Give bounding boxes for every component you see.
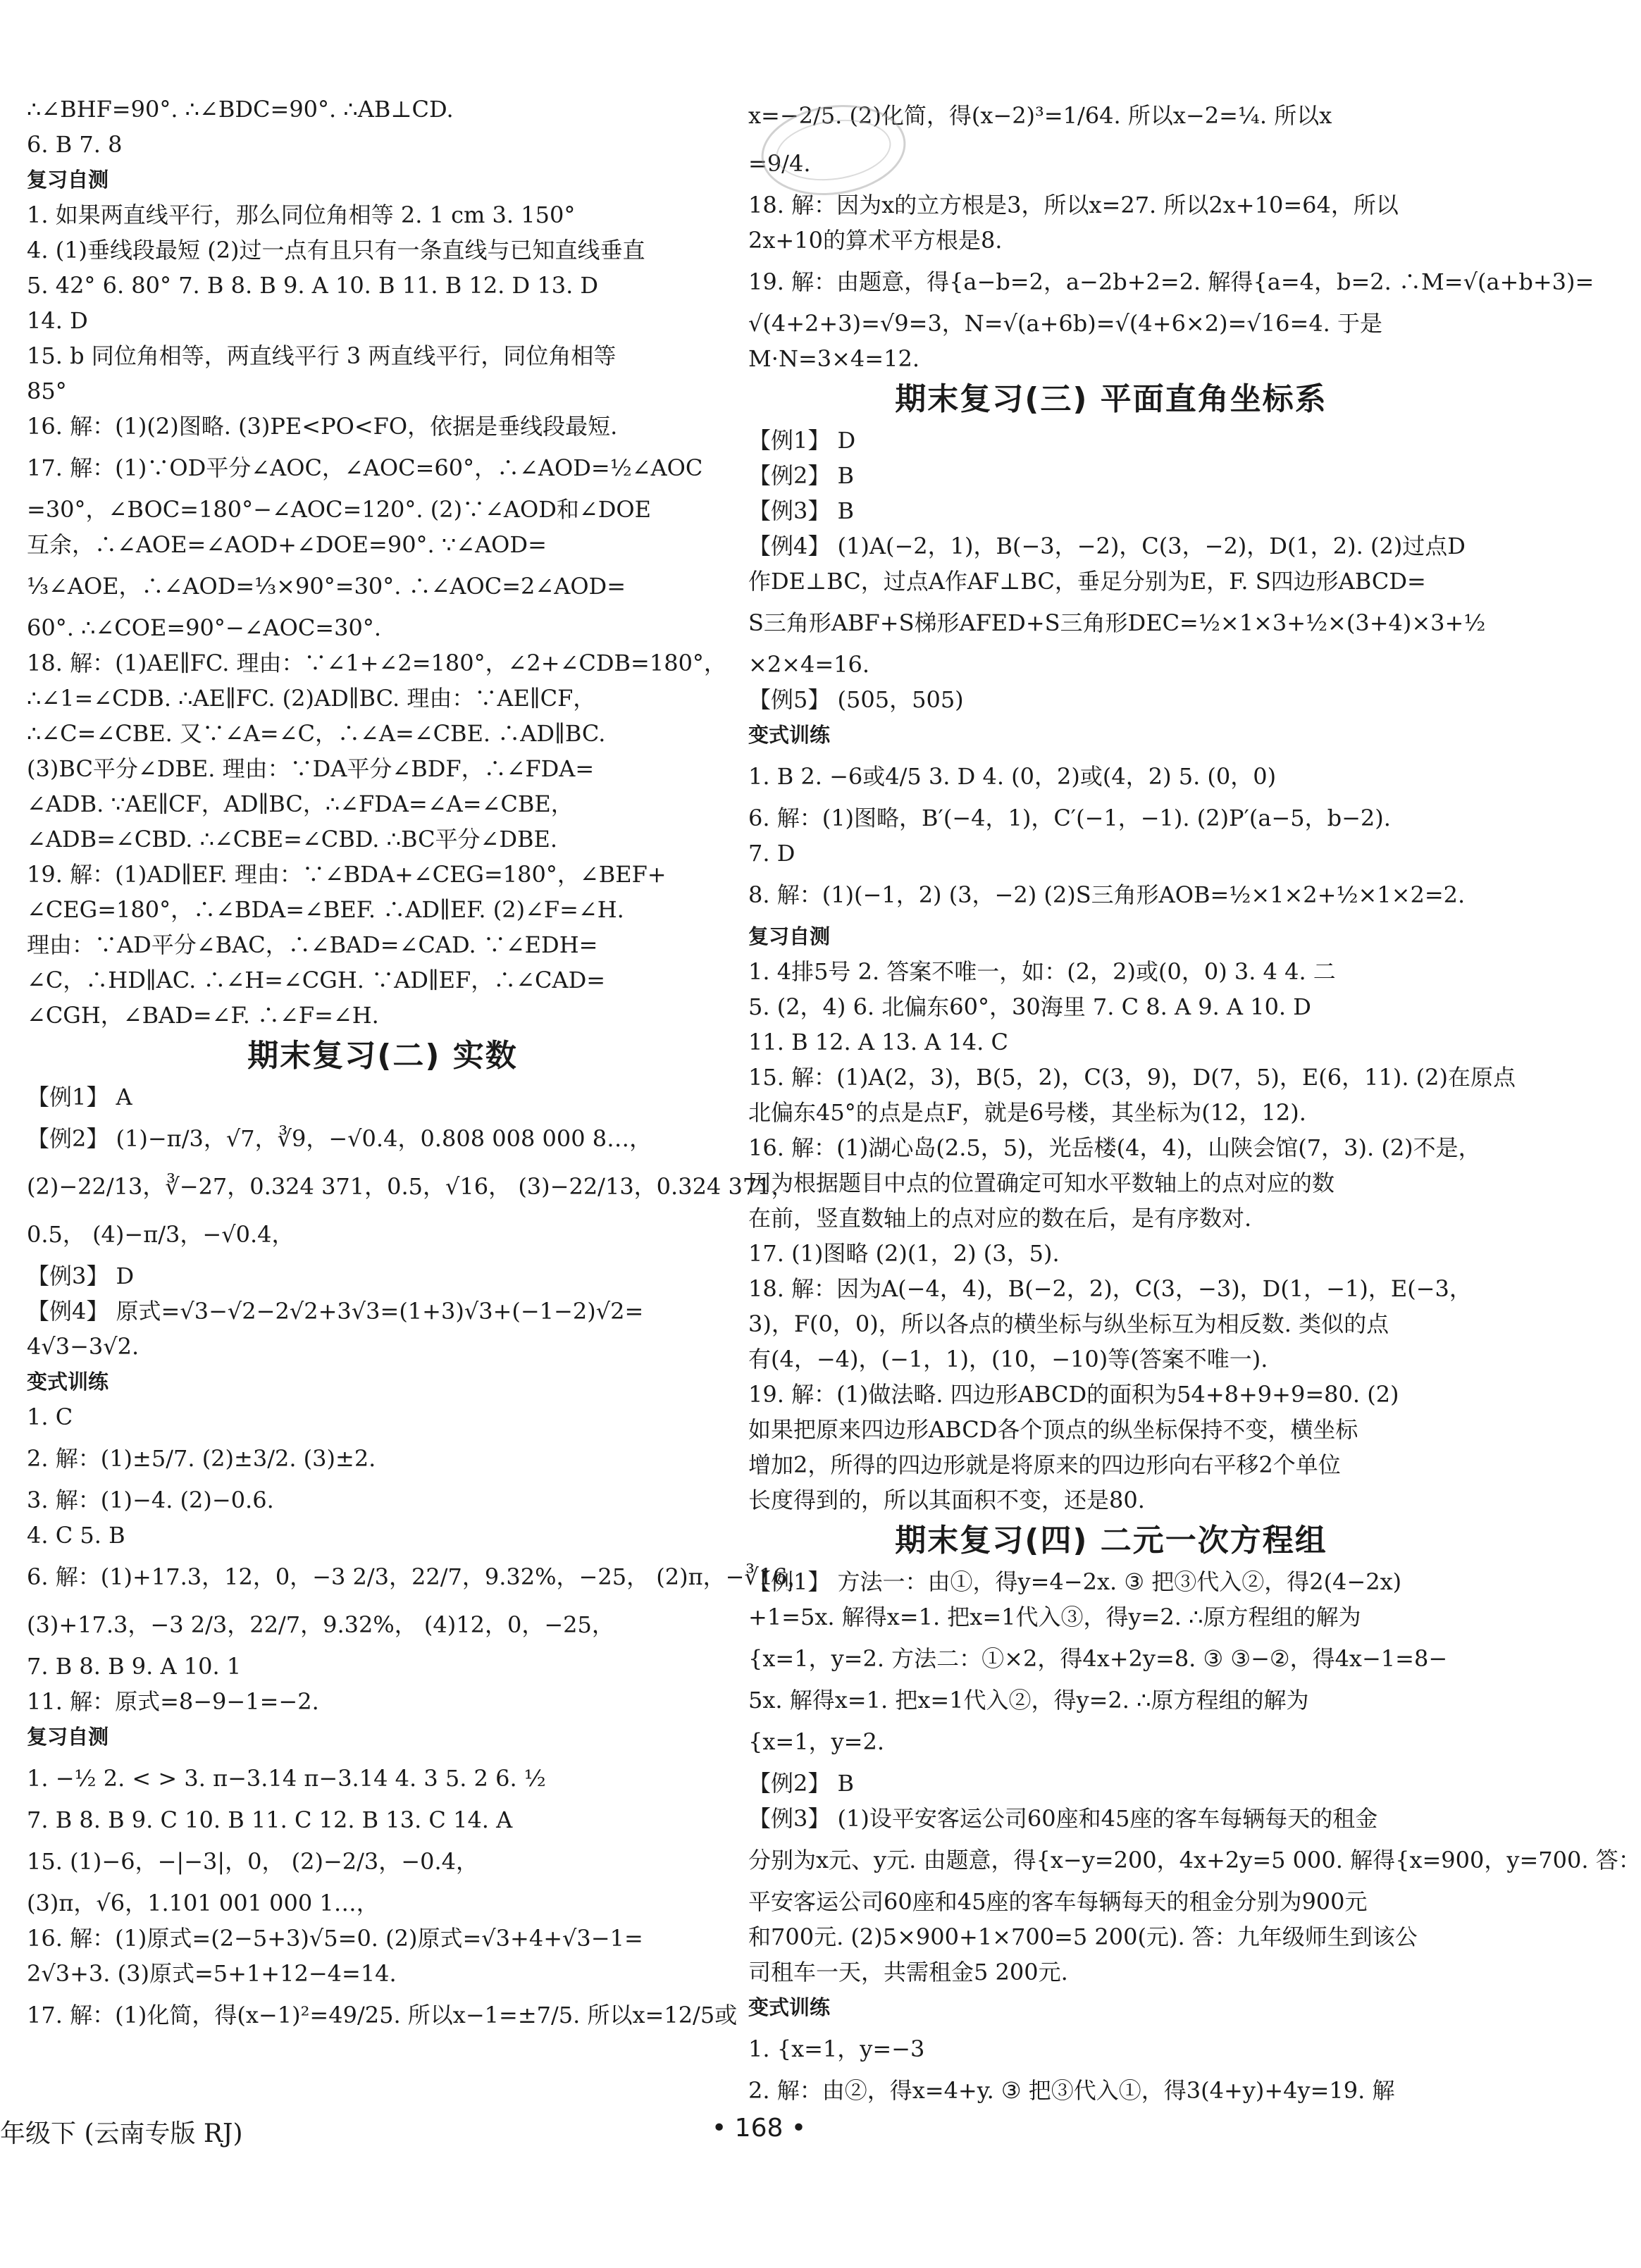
right-text-line: {x=1，y=2. — [748, 1728, 885, 1755]
right-text-line: 5. (2，4) 6. 北偏东60°，30海里 7. C 8. A 9. A 10. D — [748, 993, 1311, 1020]
footer-grade-label: 年级下 (云南专版 RJ) — [0, 2119, 243, 2148]
left-text-line: ∠CGH，∠BAD=∠F. ∴∠F=∠H. — [27, 1002, 379, 1029]
right-text-line: 15. 解：(1)A(2，3)，B(5，2)，C(3，9)，D(7，5)，E(6，11). (2)在原点 — [748, 1064, 1516, 1091]
right-text-line: 【例3】 B — [748, 497, 855, 524]
left-text-line: 【例3】 D — [27, 1263, 135, 1289]
right-text-line: 1. {x=1，y=−3 — [748, 2035, 925, 2062]
subsection-heading: 变式训练 — [27, 1370, 109, 1394]
left-text-line: 互余，∴∠AOE=∠AOD+∠DOE=90°. ∵∠AOD= — [27, 531, 547, 558]
right-text-line: 【例2】 B — [748, 1770, 855, 1797]
left-text-line: 1. C — [27, 1403, 73, 1430]
page-number: • 168 • — [712, 2114, 807, 2143]
left-text-line: 4. (1)垂线段最短 (2)过一点有且只有一条直线与已知直线垂直 — [27, 237, 645, 264]
left-text-line: 7. B 8. B 9. C 10. B 11. C 12. B 13. C 14. A — [27, 1807, 513, 1833]
left-text-line: (3)+17.3，−3 2/3，22/7，9.32%， (4)12，0，−25， — [27, 1611, 614, 1638]
right-text-line: 【例3】 (1)设平安客运公司60座和45座的客车每辆每天的租金 — [748, 1805, 1378, 1832]
right-text-line: 【例4】 (1)A(−2，1)，B(−3，−2)，C(3，−2)，D(1，2). (2)过点D — [748, 533, 1466, 559]
left-text-line: (2)−22/13，∛−27，0.324 371，0.5，√16， (3)−22/13，0.324 371， — [27, 1173, 794, 1200]
right-text-line: 2. 解：由②，得x=4+y. ③ 把③代入①，得3(4+y)+4y=19. 解 — [748, 2077, 1395, 2104]
right-text-line: 11. B 12. A 13. A 14. C — [748, 1029, 1008, 1055]
right-text-line: 【例5】 (505，505) — [748, 686, 964, 713]
right-text-line: 3)，F(0，0)，所以各点的横坐标与纵坐标互为相反数. 类似的点 — [748, 1310, 1389, 1337]
right-text-line: +1=5x. 解得x=1. 把x=1代入③，得y=2. ∴原方程组的解为 — [748, 1604, 1361, 1630]
left-text-line: 14. D — [27, 307, 88, 334]
left-text-line: 1. 如果两直线平行，那么同位角相等 2. 1 cm 3. 150° — [27, 202, 576, 228]
subsection-heading: 复习自测 — [748, 924, 831, 948]
left-text-line: 19. 解：(1)AD∥EF. 理由：∵∠BDA+∠CEG=180°，∠BEF+ — [27, 861, 667, 888]
left-text-line: ⅓∠AOE，∴∠AOD=⅓×90°=30°. ∴∠AOC=2∠AOD= — [27, 573, 626, 600]
subsection-heading: 复习自测 — [27, 1725, 109, 1749]
right-text-line: 19. 解：(1)做法略. 四边形ABCD的面积为54+8+9+9=80. (2) — [748, 1381, 1399, 1408]
left-text-line: 0.5， (4)−π/3，−√0.4， — [27, 1221, 295, 1248]
right-text-line: 在前，竖直数轴上的点对应的数在后，是有序数对. — [748, 1205, 1252, 1232]
left-text-line: 60°. ∴∠COE=90°−∠AOC=30°. — [27, 614, 381, 641]
right-text-line: 7. D — [748, 840, 795, 867]
right-text-line: 和700元. (2)5×900+1×700=5 200(元). 答：九年级师生到该公 — [748, 1923, 1418, 1950]
left-text-line: 6. B 7. 8 — [27, 131, 123, 158]
left-text-line: 【例2】 (1)−π/3，√7，∛9，−√0.4，0.808 008 000 8…， — [27, 1125, 652, 1152]
left-text-line: 【例1】 A — [27, 1084, 132, 1110]
section-title: 期末复习(三) 平面直角坐标系 — [895, 381, 1327, 417]
right-text-line: 8. 解：(1)(−1，2) (3，−2) (2)S三角形AOB=½×1×2+½×1×2=2. — [748, 881, 1466, 908]
subsection-heading: 变式训练 — [748, 1995, 831, 2019]
left-text-line: 11. 解：原式=8−9−1=−2. — [27, 1688, 319, 1715]
right-text-line: 平安客运公司60座和45座的客车每辆每天的租金分别为900元 — [748, 1888, 1368, 1915]
left-text-line: 16. 解：(1)(2)图略. (3)PE<PO<FO，依据是垂线段最短. — [27, 413, 618, 440]
right-text-line: 北偏东45°的点是点F，就是6号楼，其坐标为(12，12). — [748, 1099, 1306, 1126]
left-text-line: ∴∠C=∠CBE. 又∵∠A=∠C，∴∠A=∠CBE. ∴AD∥BC. — [27, 720, 606, 747]
left-text-line: 18. 解：(1)AE∥FC. 理由：∵∠1+∠2=180°，∠2+∠CDB=180°， — [27, 650, 726, 676]
right-text-line: S三角形ABF+S梯形AFED+S三角形DEC=½×1×3+½×(3+4)×3+½ — [748, 609, 1486, 636]
left-text-line: =30°，∠BOC=180°−∠AOC=120°. (2)∵∠AOD和∠DOE — [27, 496, 651, 523]
right-text-line: M·N=3×4=12. — [748, 345, 919, 372]
right-text-line: ×2×4=16. — [748, 651, 870, 678]
right-column — [748, 92, 1641, 2108]
right-text-line: 【例1】 D — [748, 427, 856, 454]
left-text-line: ∠C，∴HD∥AC. ∴∠H=∠CGH. ∵AD∥EF，∴∠CAD= — [27, 967, 606, 993]
left-text-line: 4√3−3√2. — [27, 1333, 140, 1360]
right-text-line: 如果把原来四边形ABCD各个顶点的纵坐标保持不变，横坐标 — [748, 1416, 1358, 1443]
right-text-line: 【例2】 B — [748, 462, 855, 489]
right-text-line: 5x. 解得x=1. 把x=1代入②，得y=2. ∴原方程组的解为 — [748, 1687, 1309, 1714]
left-text-line: 6. 解：(1)+17.3，12，0，−3 2/3，22/7，9.32%，−25， (2)π，−∛16， — [27, 1563, 810, 1590]
left-text-line: 7. B 8. B 9. A 10. 1 — [27, 1653, 242, 1680]
section-title: 期末复习(二) 实数 — [247, 1038, 518, 1074]
left-text-line: 15. b 同位角相等，两直线平行 3 两直线平行，同位角相等 — [27, 342, 617, 369]
right-text-line: 19. 解：由题意，得{a−b=2，a−2b+2=2. 解得{a=4，b=2. ∴M=√(a+b+3)= — [748, 268, 1594, 295]
left-text-line: 16. 解：(1)原式=(2−5+3)√5=0. (2)原式=√3+4+√3−1= — [27, 1925, 643, 1952]
left-text-line: 5. 42° 6. 80° 7. B 8. B 9. A 10. B 11. B 12. D 13. D — [27, 272, 599, 299]
subsection-heading: 变式训练 — [748, 723, 831, 747]
right-text-line: 16. 解：(1)湖心岛(2.5，5)，光岳楼(4，4)，山陕会馆(7，3). (2)不是， — [748, 1134, 1481, 1161]
right-text-line: 增加2，所得的四边形就是将原来的四边形向右平移2个单位 — [748, 1451, 1341, 1478]
right-text-line: 分别为x元、y元. 由题意，得{x−y=200，4x+2y=5 000. 解得{x=900，y=700. 答： — [748, 1847, 1641, 1873]
right-text-line: 1. B 2. −6或4/5 3. D 4. (0，2)或(4，2) 5. (0，0) — [748, 763, 1277, 790]
left-text-line: 理由：∵AD平分∠BAC，∴∠BAD=∠CAD. ∵∠EDH= — [27, 931, 598, 958]
left-text-line: 17. 解：(1)化简，得(x−1)²=49/25. 所以x−1=±7/5. 所以x=12/5或 — [27, 2002, 738, 2028]
right-text-line: 18. 解：因为A(−4，4)，B(−2，2)，C(3，−3)，D(1，−1)，E(−3， — [748, 1275, 1472, 1302]
subsection-heading: 复习自测 — [27, 168, 109, 192]
right-text-line: =9/4. — [748, 150, 811, 177]
left-text-line: 2√3+3. (3)原式=5+1+12−4=14. — [27, 1960, 397, 1987]
right-text-line: 2x+10的算术平方根是8. — [748, 227, 1003, 254]
right-text-line: 【例1】 方法一：由①，得y=4−2x. ③ 把③代入②，得2(4−2x) — [748, 1568, 1402, 1595]
left-text-line: (3)π，√6，1.101 001 000 1…， — [27, 1890, 379, 1916]
left-text-line: ∠ADB. ∵AE∥CF，AD∥BC，∴∠FDA=∠A=∠CBE， — [27, 791, 574, 817]
left-text-line: 85° — [27, 378, 67, 404]
left-text-line: ∴∠1=∠CDB. ∴AE∥FC. (2)AD∥BC. 理由：∵AE∥CF， — [27, 685, 596, 712]
right-text-line: 17. (1)图略 (2)(1，2) (3，5). — [748, 1240, 1060, 1267]
left-text-line: 17. 解：(1)∵OD平分∠AOC，∠AOC=60°，∴∠AOD=½∠AOC — [27, 454, 703, 481]
section-title: 期末复习(四) 二元一次方程组 — [895, 1523, 1327, 1559]
right-text-line: x=−2/5. (2)化简，得(x−2)³=1/64. 所以x−2=¼. 所以x — [748, 102, 1332, 129]
right-text-line: 长度得到的，所以其面积不变，还是80. — [748, 1487, 1145, 1513]
left-text-line: ∠ADB=∠CBD. ∴∠CBE=∠CBD. ∴BC平分∠DBE. — [27, 826, 558, 853]
right-text-line: 6. 解：(1)图略，B′(−4，1)，C′(−1，−1). (2)P′(a−5，b−2). — [748, 805, 1391, 831]
left-text-line: 15. (1)−6，−|−3|，0， (2)−2/3，−0.4， — [27, 1848, 478, 1875]
left-text-line: 2. 解：(1)±5/7. (2)±3/2. (3)±2. — [27, 1445, 376, 1472]
right-text-line: 作DE⊥BC，过点A作AF⊥BC，垂足分别为E，F. S四边形ABCD= — [748, 568, 1426, 595]
right-text-line: 1. 4排5号 2. 答案不唯一，如：(2，2)或(0，0) 3. 4 4. 二 — [748, 958, 1336, 985]
right-text-line: 因为根据题目中点的位置确定可知水平数轴上的点对应的数 — [748, 1170, 1335, 1196]
right-text-line: 18. 解：因为x的立方根是3，所以x=27. 所以2x+10=64，所以 — [748, 192, 1399, 218]
left-text-line: 【例4】 原式=√3−√2−2√2+3√3=(1+3)√3+(−1−2)√2= — [27, 1298, 644, 1325]
right-text-line: 有(4，−4)，(−1，1)，(10，−10)等(答案不唯一). — [748, 1346, 1268, 1372]
left-text-line: 1. −½ 2. < > 3. π−3.14 π−3.14 4. 3 5. 2 6. ½ — [27, 1765, 546, 1792]
left-text-line: ∴∠BHF=90°. ∴∠BDC=90°. ∴AB⊥CD. — [27, 96, 454, 123]
right-text-line: √(4+2+3)=√9=3，N=√(a+6b)=√(4+6×2)=√16=4. 于是 — [748, 310, 1383, 337]
right-text-line: {x=1，y=2. 方法二：①×2，得4x+2y=8. ③ ③−②，得4x−1=8− — [748, 1645, 1448, 1672]
right-text-line: 司租车一天，共需租金5 200元. — [748, 1959, 1068, 1985]
left-text-line: ∠CEG=180°，∴∠BDA=∠BEF. ∴AD∥EF. (2)∠F=∠H. — [27, 896, 624, 923]
left-text-line: 3. 解：(1)−4. (2)−0.6. — [27, 1487, 274, 1513]
left-text-line: 4. C 5. B — [27, 1522, 125, 1549]
left-text-line: (3)BC平分∠DBE. 理由：∵DA平分∠BDF，∴∠FDA= — [27, 755, 595, 782]
